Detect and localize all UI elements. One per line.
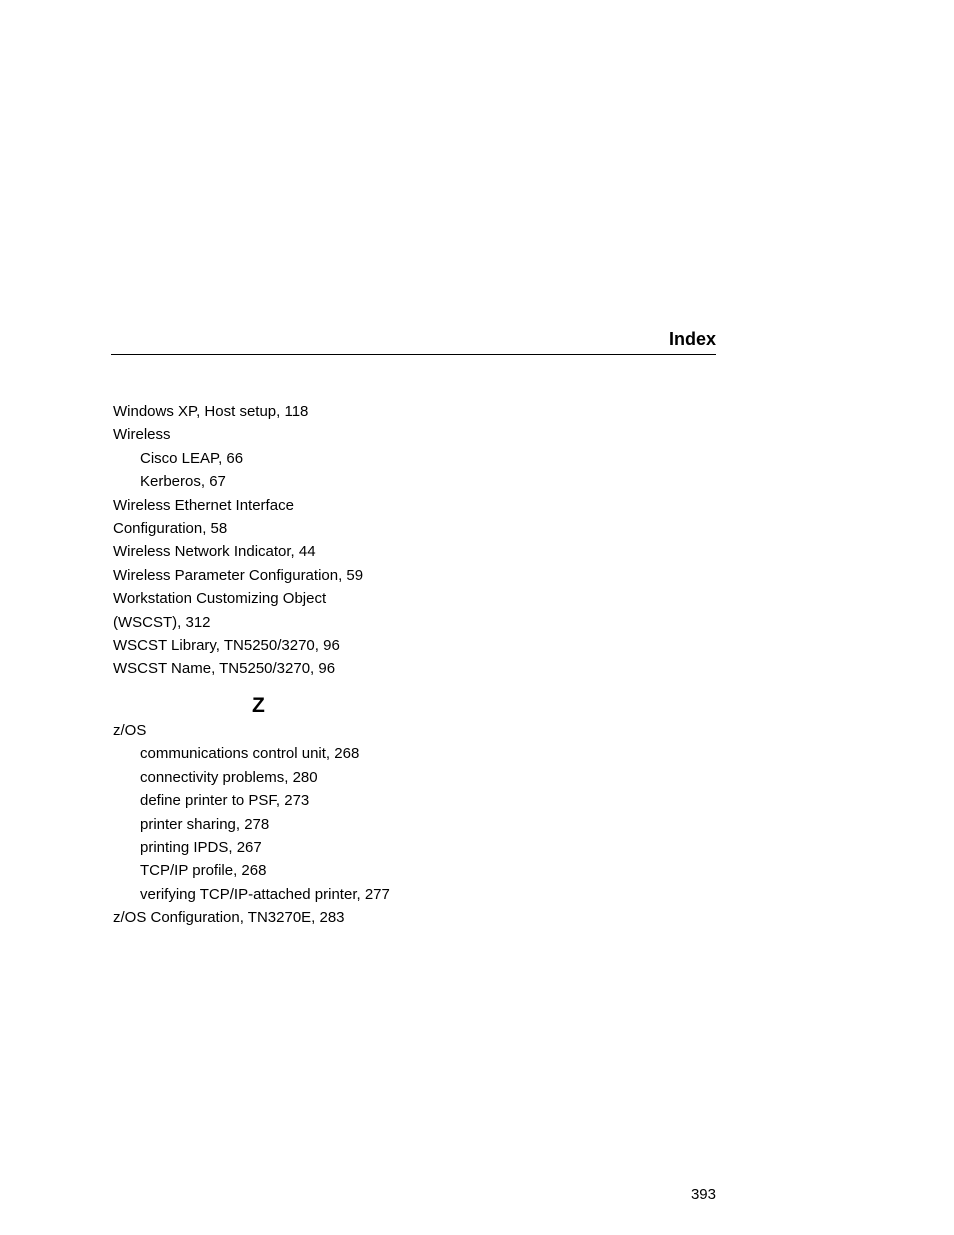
index-subentry: verifying TCP/IP-attached printer, 277 [140,885,390,903]
index-list-w [113,400,673,681]
index-entry: Configuration, 58 [113,519,228,537]
index-entry: z/OS Configuration, TN3270E, 283 [113,909,345,927]
header-divider [111,354,716,355]
index-subentry: printing IPDS, 267 [140,838,262,856]
page-header-title: Index [668,329,716,349]
index-entry: Wireless [113,426,171,444]
index-entry: Wireless Ethernet Interface [113,496,294,514]
index-subentry: Kerberos, 67 [140,473,226,491]
index-subentry: connectivity problems, 280 [140,768,318,786]
index-list-z [113,719,673,930]
index-entry: WSCST Name, TN5250/3270, 96 [113,660,336,678]
index-entry: Wireless Parameter Configuration, 59 [113,566,364,584]
index-subentry: TCP/IP profile, 268 [140,862,267,880]
index-entry: Workstation Customizing Object [113,590,327,608]
index-subentry: communications control unit, 268 [140,745,360,763]
index-subentry: printer sharing, 278 [140,815,270,833]
index-entry: WSCST Library, TN5250/3270, 96 [113,636,340,654]
index-subentry: define printer to PSF, 273 [140,792,310,810]
index-entry: (WSCST), 312 [113,613,211,631]
section-letter-heading: Z [252,694,265,717]
index-entry: z/OS [113,722,147,739]
page-number: 393 [690,1186,716,1203]
index-entry: Wireless Network Indicator, 44 [113,543,316,561]
index-entry: Windows XP, Host setup, 118 [113,403,309,420]
index-subentry: Cisco LEAP, 66 [140,449,244,467]
